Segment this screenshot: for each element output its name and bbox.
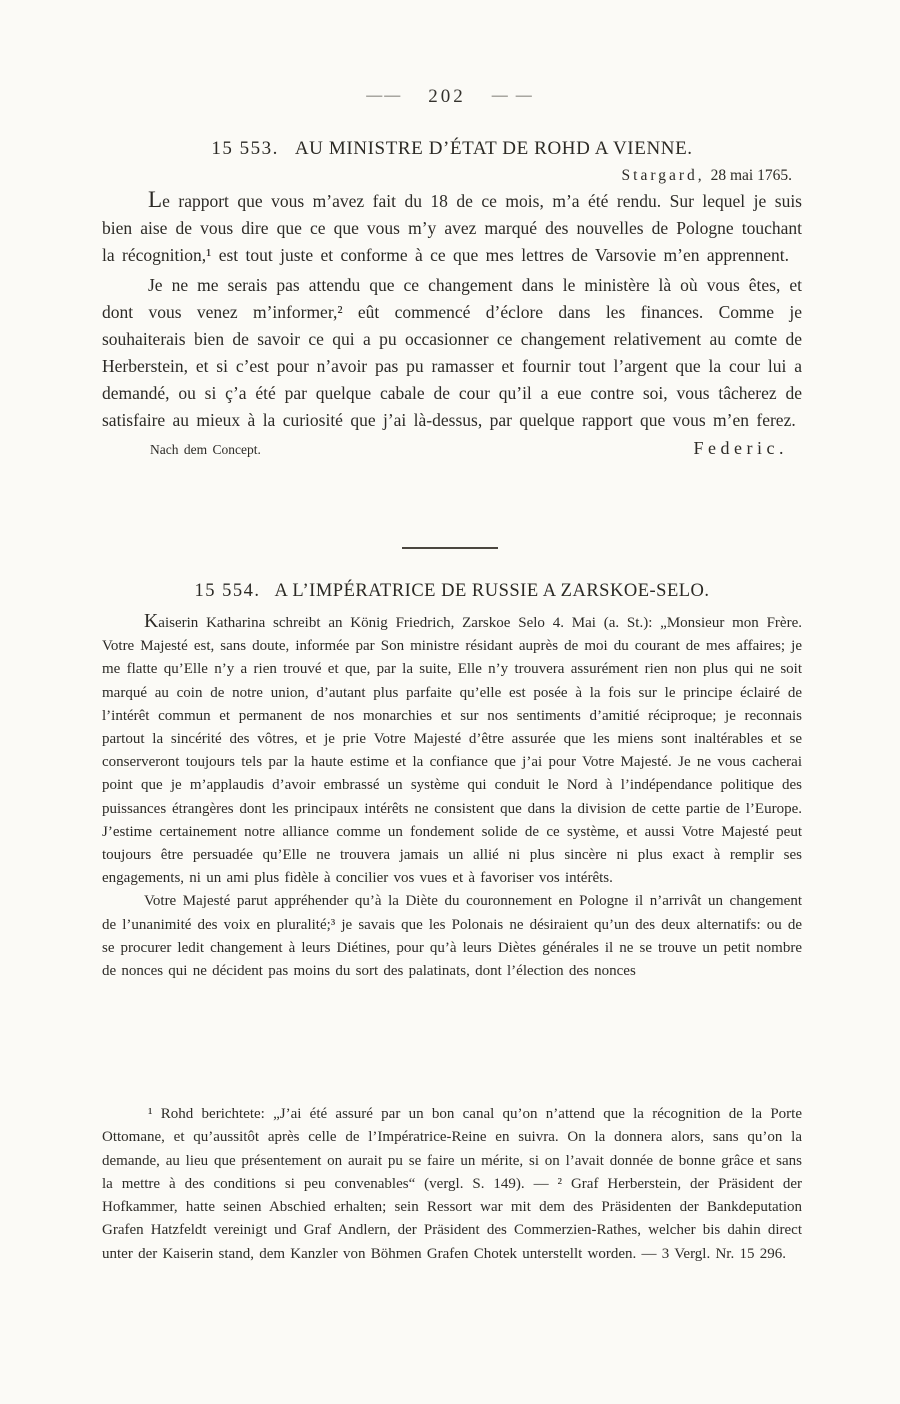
footnote-text: ¹ Rohd berichtete: „J’ai été assuré par un bon canal qu’on n’attend que la récognition de la Porte Ottomane, et qu’aussitôt après celle de l’Impératrice-Reine en suivra. On la donnera alors, sans qu’on la demande, au lieu que présentement on aurait pu se faire un mérite, si on l’avait donnée de bonne grâce et sans la mettre à des conditions si peu convenables“ (vergl. S. 149). — ² Graf Herberstein, der Präsident der Hofkammer, hatte seinen Abschied erhalten; sein Ressort war mit dem des Präsidenten der Bankdeputation Grafen Hatzfeldt vereinigt und Graf Andlern, der Präsident des Commerzien-Rathes, welcher bis dahin direct unter der Kaiserin stand, dem Kanzler von Böhmen Grafen Chotek unterstellt worden. — 3 Vergl. Nr. 15 296. — [102, 1106, 802, 1262]
letter-heading — [102, 138, 802, 160]
letter-paragraph: Votre Majesté parut appréhender qu’à la Diète du couronnement en Pologne il n’arrivât un changement de l’unanimité des voix en pluralité;³ je savais que les Polonais ne désiraient qu’un des deux alternatifs: ou de se procurer ledit changement à leurs Diétines, pour qu’à leurs Diètes générales il ne se trouve un petit nombre de nonces qui ne décident pas moins du sort des palatinats, dont l’élection des nonces — [102, 893, 802, 980]
dateline-date: 28 mai 1765. — [710, 167, 792, 184]
letter-paragraph: Je ne me serais pas attendu que ce changement dans le ministère là où vous êtes, et dont vous venez m’informer,² eût commencé d’éclore dans les finances. Comme je souhaiterais bien de savoir ce qui a pu occasionner ce changement relativement au comte de Herberstein, et si c’est pour n’avoir pas pu ramasser et fournir tout l’argent que la cour lui a demandé, ou si ç’a été par quelque cabale de cour qu’il a eue contre soi, vous tâcherez de satisfaire au mieux à la curiosité que j’ai là-dessus, par quelque rapport que vous m’en ferez. — [102, 275, 802, 430]
signature-line — [102, 438, 802, 459]
header-dash-right: — — — [491, 87, 534, 104]
letter-number: 15 554. — [194, 581, 261, 601]
dateline-place: Stargard, — [621, 167, 705, 184]
page-header — [0, 86, 900, 108]
letter-title: AU MINISTRE D’ÉTAT DE ROHD A VIENNE. — [294, 138, 693, 159]
letter-number: 15 553. — [211, 138, 279, 159]
letter-15554 — [102, 581, 802, 983]
letter-paragraph: Kaiserin Katharina schreibt an König Friedrich, Zarskoe Selo 4. Mai (a. St.): „Monsieur mon Frère. Votre Majesté est, sans doute, informée par Son ministre résidant auprès de moi du courant de mes affaires; je me flatte qu’Elle n’y a rien trouvé et que, par la suite, Elle n’y trouvera assurément rien non plus qui ne soit marqué au coin de notre union, d’autant plus parfaite qu’elle est posée à la fois sur le principe éclairé de l’intérêt commun et permanent de nos monarchies et sur nos sentiments d’amitié réciproque; je reconnais partout la sincérité des vôtres, et je prie Votre Majesté d’être assurée que les miens sont inaltérables et se conserveront toujours tels par la haute estime et la confiance que j’ai pour Votre Majesté. Je ne vous cacherai point que je m’applaudis d’avoir embrassé un système qui conduit le Nord à l’indépendance politique des puissances étrangères dont les principaux intérêts ne consistent que dans la division de cette partie de l’Europe. J’estime certainement notre alliance comme un fondement solide de ce système, et aussi Votre Majesté peut toujours être persuadée qu’Elle ne trouvera jamais un allié ni plus sincère ni plus exact à remplir ses engagements, ni un ami plus fidèle à concilier vos vues et à favoriser vos intérêts. — [102, 610, 802, 887]
letter-heading — [102, 581, 802, 602]
footnotes — [102, 1103, 802, 1266]
source-note: Nach dem Concept. — [150, 442, 261, 457]
page-number: 202 — [428, 86, 466, 107]
section-divider — [402, 547, 498, 549]
dateline — [102, 167, 802, 185]
header-dash-left: —— — [366, 87, 403, 104]
letter-title: A L’IMPÉRATRICE DE RUSSIE A ZARSKOE-SELO. — [274, 581, 710, 601]
letter-paragraph: Le rapport que vous m’avez fait du 18 de ce mois, m’a été rendu. Sur lequel je suis bien aise de vous dire que ce que vous m’y avez marqué des nouvelles de Pologne touchant la récognition,¹ est tout juste et conforme à ce que mes lettres de Varsovie m’en apprennent. — [102, 186, 802, 265]
letter-15553 — [102, 138, 802, 459]
signature: Federic. — [693, 438, 788, 458]
